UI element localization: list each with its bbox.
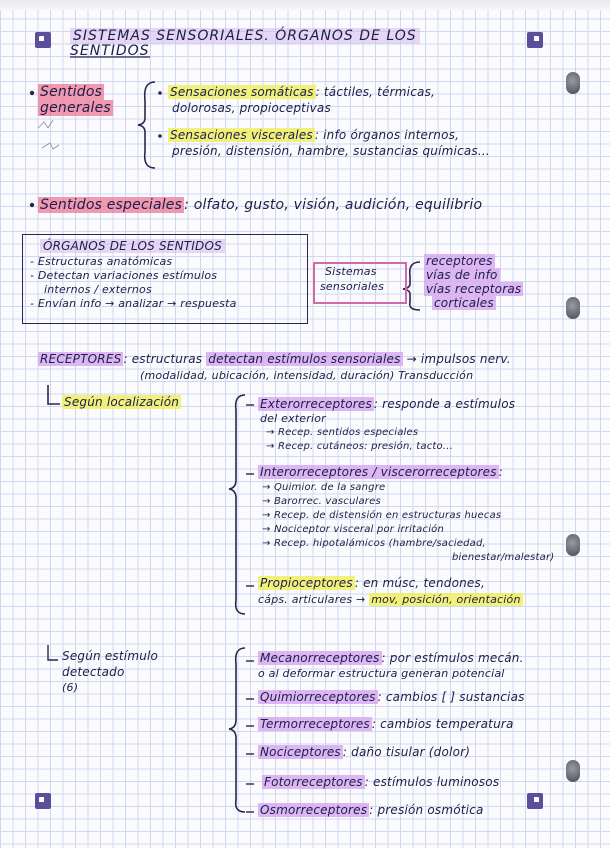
estimulo-label-2: detectado <box>62 665 125 679</box>
generales-label <box>38 84 104 100</box>
noci-line <box>258 746 470 760</box>
somaticas-line <box>168 86 435 100</box>
noci-text: : daño tisular (dolor) <box>342 745 471 759</box>
especiales-line <box>38 197 482 213</box>
mecano-term: Mecanorreceptores <box>260 651 380 665</box>
intero-sub-1: → Quimior. de la sangre <box>262 482 386 493</box>
osmo-text: : presión osmótica <box>369 803 484 817</box>
intero-line <box>258 466 503 480</box>
termo-text: : cambios temperatura <box>371 717 514 731</box>
intero-sub-6: bienestar/malestar) <box>452 552 555 563</box>
mecano-text: : por estímulos mecán. <box>381 651 524 665</box>
propio-term: Propioceptores <box>260 576 353 590</box>
sistemas-comp-1-text: receptores <box>426 254 493 268</box>
page-title-line-2 <box>70 43 150 59</box>
quimio-line <box>258 691 525 705</box>
termo-term: Termorreceptores <box>260 717 370 731</box>
sistemas-comp-1 <box>424 255 495 269</box>
noci-term: Nociceptores <box>260 745 341 759</box>
extero-term: Exterorreceptores <box>260 397 372 411</box>
title-line-1: SISTEMAS SENSORIALES. ÓRGANOS DE LOS <box>70 28 420 44</box>
foto-term: Fotorreceptores <box>264 775 363 789</box>
viscerales-term: Sensaciones viscerales <box>170 128 313 142</box>
propio-line-2 <box>258 594 523 607</box>
sistemas-comp-2 <box>424 269 500 283</box>
propio-text: : en músc, tendones, <box>354 576 485 590</box>
sistemas-comp-3 <box>424 283 523 297</box>
extero-sub-1: → Recep. sentidos especiales <box>266 427 419 438</box>
termo-line <box>258 718 514 732</box>
intero-sub-3: → Recep. de distensión en estructuras huecas <box>262 510 502 521</box>
estimulo-label: Según estímulo <box>62 649 159 663</box>
somaticas-text-2: dolorosas, propioceptivas <box>172 101 331 115</box>
page-title <box>70 28 420 44</box>
intero-sub-4: → Nociceptor visceral por irritación <box>262 524 445 535</box>
intero-sub-5: → Recep. hipotalámicos (hambre/saciedad, <box>262 538 486 549</box>
sistemas-comp-3-text: vías receptoras <box>426 282 522 296</box>
osmo-term: Osmorreceptores <box>260 803 368 817</box>
somaticas-term: Sensaciones somáticas <box>170 85 314 99</box>
receptores-term: RECEPTORES <box>40 352 122 366</box>
mecano-line <box>258 652 524 666</box>
propio-line <box>258 577 485 591</box>
title-line-2: SENTIDOS <box>70 43 150 59</box>
receptores-text-a: : estructuras <box>123 352 207 366</box>
especiales-term: Sentidos especiales <box>40 197 183 213</box>
foto-line <box>262 776 499 790</box>
intero-sub-2: → Barorrec. vasculares <box>262 496 381 507</box>
organos-item-2b: internos / externos <box>44 283 152 296</box>
generales-label-row-2 <box>38 100 113 116</box>
receptores-detectan: detectan estímulos sensoriales <box>208 352 401 366</box>
generales-label-1: Sentidos <box>40 84 103 100</box>
organos-item-2: - Detectan variaciones estímulos <box>30 269 218 282</box>
extero-text: : responde a estímulos <box>373 397 516 411</box>
sistemas-comp-4-text: corticales <box>434 296 494 310</box>
extero-text-2: del exterior <box>260 412 326 425</box>
somaticas-line-2 <box>172 102 331 116</box>
somaticas-text: : táctiles, térmicas, <box>315 85 436 99</box>
mecano-text-2: o al deformar estructura generan potencial <box>258 667 505 680</box>
foto-text: : estímulos luminosos <box>364 775 500 789</box>
estimulo-count: (6) <box>62 681 79 694</box>
osmo-line <box>258 804 484 818</box>
propio-text-2: cáps. articulares → <box>258 593 370 606</box>
generales-label-2: generales <box>40 100 111 116</box>
sistemas-label-2: sensoriales <box>320 280 385 293</box>
localizacion-label-text: Según localización <box>64 395 180 409</box>
viscerales-line <box>168 129 459 143</box>
sistemas-label-1: Sistemas <box>325 265 377 278</box>
intero-term: Interorreceptores / viscerorreceptores <box>260 465 497 479</box>
extero-sub-2: → Recep. cutáneos: presión, tacto... <box>266 441 453 452</box>
organos-item-3: - Envían info → analizar → respuesta <box>30 297 237 310</box>
quimio-term: Quimiorreceptores <box>260 690 376 704</box>
propio-highlight: mov, posición, orientación <box>371 593 521 606</box>
viscerales-text-2: presión, distensión, hambre, sustancias químicas... <box>172 144 490 158</box>
especiales-text: : olfato, gusto, visión, audición, equilibrio <box>184 197 483 213</box>
receptores-line <box>38 353 511 367</box>
organos-item-1: - Estructuras anatómicas <box>30 255 173 268</box>
intero-text: : <box>498 465 503 479</box>
viscerales-text: : info órganos internos, <box>314 128 460 142</box>
extero-line <box>258 398 515 412</box>
viscerales-line-2 <box>172 145 490 159</box>
localizacion-label <box>62 396 181 410</box>
receptores-text-b: → impulsos nerv. <box>402 352 511 366</box>
sistemas-comp-2-text: vías de info <box>426 268 498 282</box>
organos-heading-text: ÓRGANOS DE LOS SENTIDOS <box>40 239 225 253</box>
sistemas-comp-4 <box>432 297 496 311</box>
quimio-text: : cambios [ ] sustancias <box>377 690 525 704</box>
receptores-line-2: (modalidad, ubicación, intensidad, duración) Transducción <box>140 369 474 382</box>
organos-heading <box>40 240 225 254</box>
